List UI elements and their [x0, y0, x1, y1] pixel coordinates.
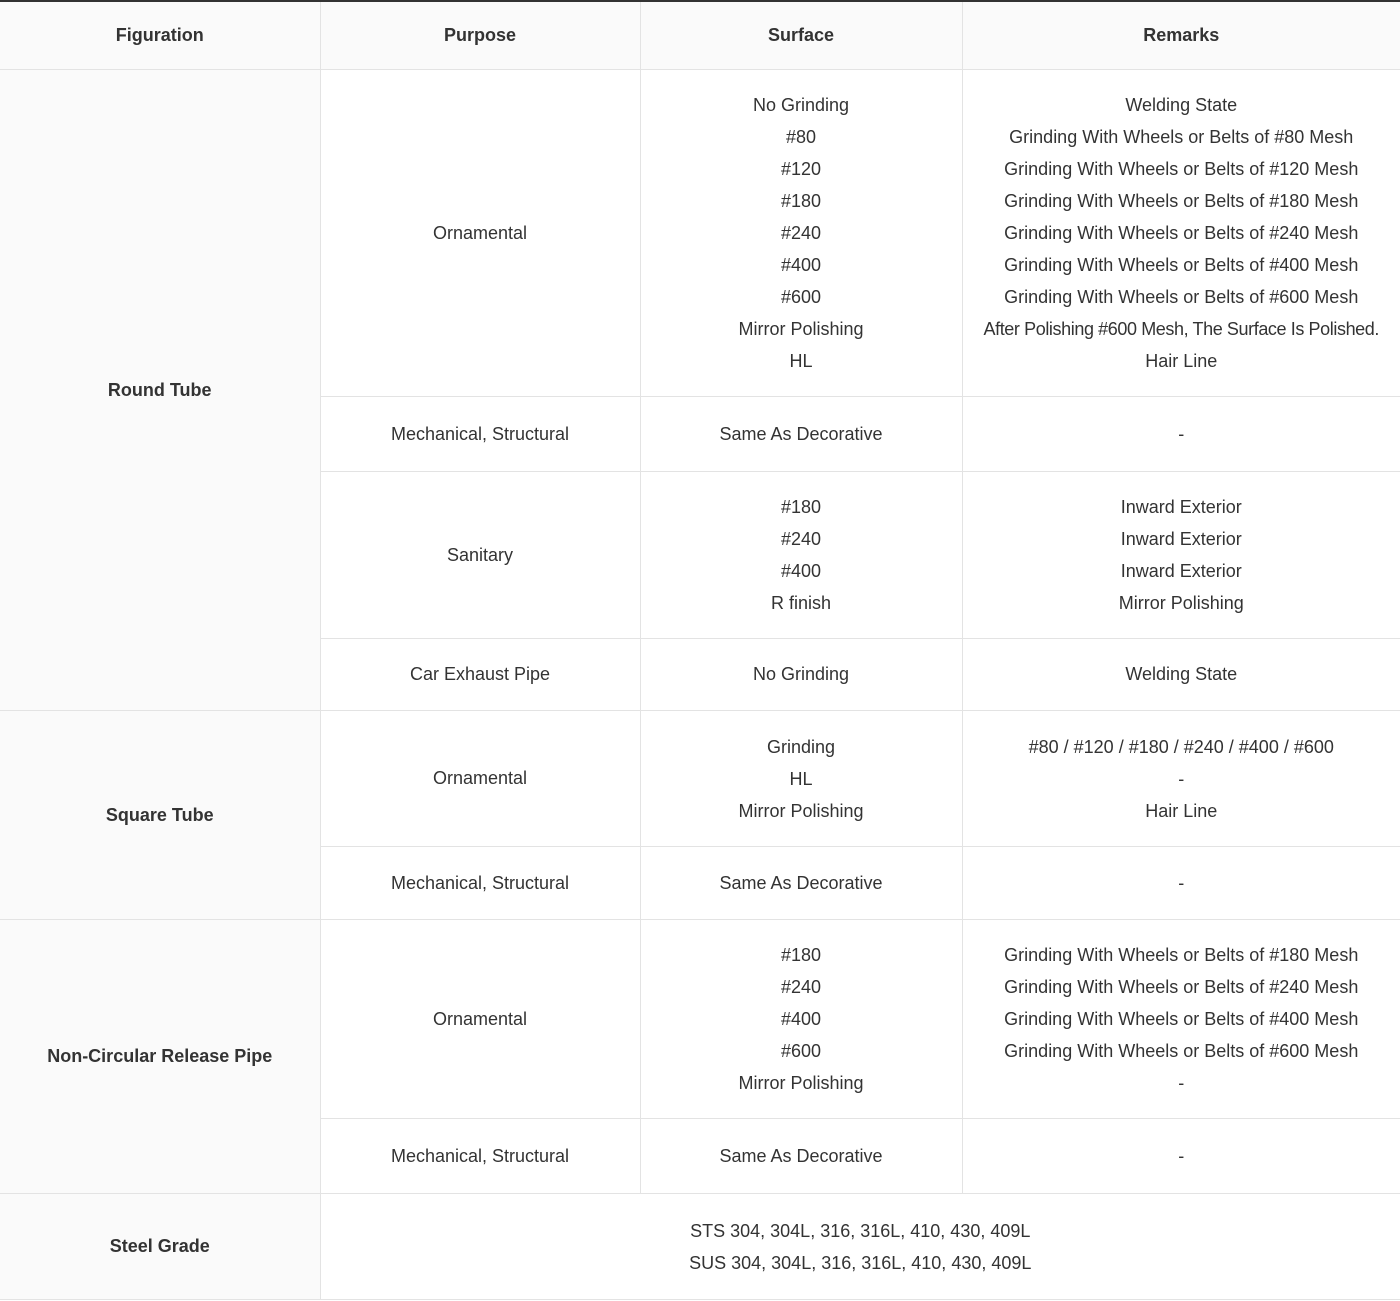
remark-value: Grinding With Wheels or Belts of #180 Mesh: [1004, 191, 1359, 211]
surface-value: #240: [780, 223, 822, 243]
remark-value: Grinding With Wheels or Belts of #400 Mesh: [1004, 255, 1359, 275]
remarks-cell: -: [962, 847, 1400, 920]
remarks-cell: -: [962, 397, 1400, 472]
remark-value: Inward Exterior: [1120, 529, 1242, 549]
surface-value: No Grinding: [752, 95, 850, 115]
purpose-cell: Mechanical, Structural: [320, 847, 640, 920]
surface-cell: [640, 711, 962, 847]
remark-value: Hair Line: [1145, 351, 1218, 371]
purpose-cell: Car Exhaust Pipe: [320, 639, 640, 711]
remark-value: Grinding With Wheels or Belts of #80 Mesh: [1009, 127, 1354, 147]
surface-cell: No Grinding: [640, 639, 962, 711]
table-row: [0, 920, 1400, 1119]
surface-value: #80: [785, 127, 817, 147]
remark-value: Inward Exterior: [1120, 561, 1242, 581]
steel-grade-value: SUS 304, 304L, 316, 316L, 410, 430, 409L: [689, 1252, 1032, 1273]
surface-value: R finish: [770, 593, 832, 613]
surface-cell: [640, 920, 962, 1119]
surface-value: HL: [789, 768, 813, 789]
remark-value: Grinding With Wheels or Belts of #240 Mesh: [1004, 223, 1359, 243]
surface-value: Mirror Polishing: [738, 800, 864, 821]
table-row: [0, 1194, 1400, 1300]
surface-value: Mirror Polishing: [738, 319, 864, 339]
surface-cell: Same As Decorative: [640, 847, 962, 920]
surface-cell: Same As Decorative: [640, 1119, 962, 1194]
surface-value: Mirror Polishing: [738, 1073, 864, 1093]
header-surface: Surface: [640, 1, 962, 70]
remarks-cell: [962, 920, 1400, 1119]
surface-value: #400: [780, 255, 822, 275]
remarks-cell: Welding State: [962, 639, 1400, 711]
remark-value: Mirror Polishing: [1118, 593, 1244, 613]
surface-value: Grinding: [766, 736, 836, 757]
surface-value: #400: [780, 561, 822, 581]
surface-cell: [640, 70, 962, 397]
figuration-non-circular-pipe: Non-Circular Release Pipe: [0, 920, 320, 1194]
figuration-round-tube: Round Tube: [0, 70, 320, 711]
table-header-row: [0, 1, 1400, 70]
surface-value: #180: [780, 191, 822, 211]
steel-grade-label: Steel Grade: [0, 1194, 320, 1300]
remark-value: After Polishing #600 Mesh, The Surface Is Polished.: [983, 319, 1379, 339]
surface-value: #180: [780, 497, 822, 517]
remarks-cell: [962, 472, 1400, 639]
surface-value: #400: [780, 1009, 822, 1029]
surface-value: HL: [789, 351, 813, 371]
header-remarks: Remarks: [962, 1, 1400, 70]
steel-grade-value: STS 304, 304L, 316, 316L, 410, 430, 409L: [690, 1220, 1031, 1241]
remark-value: Grinding With Wheels or Belts of #120 Mesh: [1004, 159, 1359, 179]
purpose-cell: Ornamental: [320, 711, 640, 847]
purpose-cell: Ornamental: [320, 920, 640, 1119]
purpose-cell: Mechanical, Structural: [320, 397, 640, 472]
surface-value: #180: [780, 945, 822, 965]
remark-value: Grinding With Wheels or Belts of #400 Mesh: [1004, 1009, 1359, 1029]
remark-value: Grinding With Wheels or Belts of #180 Mesh: [1004, 945, 1359, 965]
surface-cell: [640, 472, 962, 639]
purpose-cell: Ornamental: [320, 70, 640, 397]
surface-cell: Same As Decorative: [640, 397, 962, 472]
remark-value: Grinding With Wheels or Belts of #240 Mesh: [1004, 977, 1359, 997]
surface-value: #240: [780, 977, 822, 997]
remarks-cell: [962, 70, 1400, 397]
table-row: [0, 711, 1400, 847]
header-purpose: Purpose: [320, 1, 640, 70]
header-figuration: Figuration: [0, 1, 320, 70]
remark-value: -: [1178, 1073, 1185, 1093]
surface-value: #240: [780, 529, 822, 549]
purpose-cell: Sanitary: [320, 472, 640, 639]
remark-value: Welding State: [1125, 95, 1238, 115]
purpose-cell: Mechanical, Structural: [320, 1119, 640, 1194]
surface-value: #600: [780, 1041, 822, 1061]
remark-value: #80 / #120 / #180 / #240 / #400 / #600: [1028, 736, 1334, 757]
remarks-cell: [962, 711, 1400, 847]
remark-value: Hair Line: [1145, 800, 1218, 821]
remark-value: Inward Exterior: [1120, 497, 1242, 517]
surface-value: #600: [780, 287, 822, 307]
remarks-cell: -: [962, 1119, 1400, 1194]
surface-value: #120: [780, 159, 822, 179]
remark-value: -: [1178, 768, 1185, 789]
steel-grade-values: [320, 1194, 1400, 1300]
table-row: [0, 70, 1400, 397]
remark-value: Grinding With Wheels or Belts of #600 Mesh: [1004, 1041, 1359, 1061]
figuration-square-tube: Square Tube: [0, 711, 320, 920]
remark-value: Grinding With Wheels or Belts of #600 Mesh: [1004, 287, 1359, 307]
